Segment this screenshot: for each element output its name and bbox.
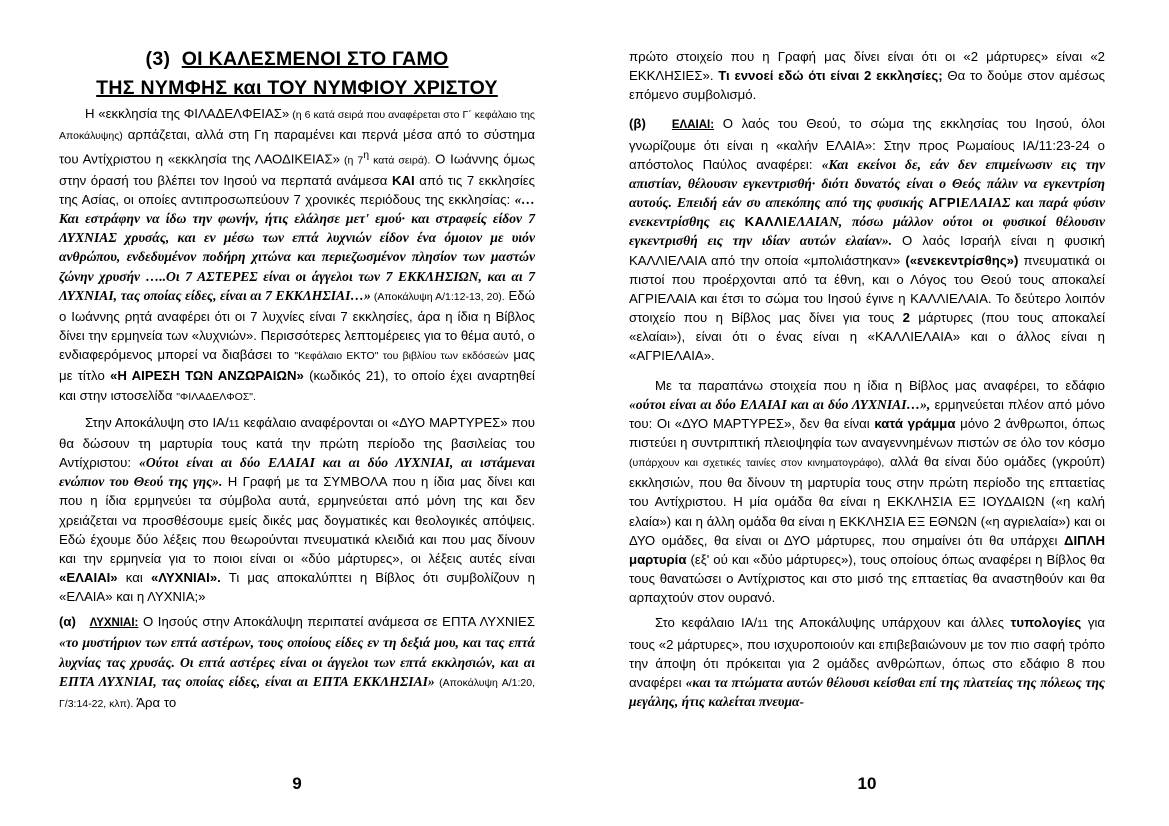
text: Τι μας αποκαλύπτει η Βίβλος ότι συμβολίζουν η «ΕΛΑΙΑ» και η ΛΥΧΝΙΑ;»: [59, 569, 535, 605]
text: της Αποκάλυψης υπάρχουν και άλλες: [768, 615, 1011, 631]
text: Εδώ ο Ιωάννης ρητά αναφέρει ότι οι 7 λυχνίες είναι 7 εκκλησίες, άρα η ίδια η Βίβλος δίνει την ερμηνεία των «λυχνιών». Περισσότερες λεπτομέρειες για το θέμα αυτό, ο ενδιαφερόμενος μπορεί να διαβάσει το: [59, 287, 535, 363]
page-number: 10: [857, 774, 877, 793]
scripture-quote: «ούτοι είναι αι δύο ΕΛΑΙΑΙ και αι δύο ΛΥΧΝΙΑΙ…»,: [629, 396, 931, 412]
text: για τους «2 μάρτυρες», που ισχυροποιούν και επιβεβαιώνουν με τον πιο σαφή τρόπο την άποψη ότι πρόκειται για 2 ομάδες ανθρώπων, όπως στο εδάφιο 8 που αναφέρει: [629, 615, 1106, 690]
scripture-quote: ΕΛΑΙΑΣ και παρά φύσιν ενεκεντρίσθης εις: [629, 195, 1105, 230]
chapter-subtitle-text: ΤΗΣ ΝΥΜΦΗΣ και ΤΟΥ ΝΥΜΦΙΟΥ ΧΡΙΣΤΟΥ: [96, 77, 498, 99]
text: μας με τίτλο: [59, 347, 535, 384]
text: κεφάλαιο αναφέρονται οι «ΔΥΟ ΜΑΡΤΥΡΕΣ» που θα δώσουν τη μαρτυρία τους κατά την πρώτη περίοδο της βασιλείας του Αντίχριστου:: [59, 414, 535, 471]
text: Στην Αποκάλυψη στο ΙΑ/: [85, 414, 229, 430]
keyword: «ΕΛΑΙΑΙ»: [59, 569, 118, 585]
paragraph-interpretation: [629, 376, 1105, 608]
chapter-num: 11: [228, 417, 240, 430]
left-body: [59, 104, 535, 720]
text: (κωδικός 21), το οποίο έχει αναρτηθεί και στην ιστοσελίδα: [59, 368, 535, 403]
scripture-reference: (Αποκάλυψη Α/1:20, Γ/3:14-22, κλπ).: [59, 676, 535, 710]
text: Με τα παραπάνω στοιχεία που η ίδια η Βίβλος μας αναφέρει, το εδάφιο: [655, 377, 1105, 393]
emphasis: τυπολογίες: [1010, 615, 1082, 631]
chapter-title-line-2: [59, 75, 535, 101]
note: (η 6 κατά σειρά που αναφέρεται στο Γ΄ κεφάλαιο της Αποκάλυψης): [59, 109, 535, 143]
paragraph-two-witnesses: [59, 413, 535, 607]
superscript: η: [363, 149, 370, 162]
keyword: «ΛΥΧΝΙΑΙ».: [150, 569, 221, 585]
text: αρπάζεται, αλλά στη Γη παραμένει και περνά μέσα από το σύστημα του Αντίχριστου η «εκκλησία της ΛΑΟΔΙΚΕΙΑΣ»: [59, 127, 535, 167]
text: Στο κεφάλαιο ΙΑ/: [655, 615, 758, 631]
paragraph-olive-trees: [629, 114, 1105, 365]
chapter-title-text: ΟΙ ΚΑΛΕΣΜΕΝΟΙ ΣΤΟ ΓΑΜΟ: [181, 48, 449, 70]
paragraph-philadelphia: [59, 104, 535, 407]
text: Άρα το: [133, 694, 177, 710]
list-marker: (α): [59, 614, 76, 630]
section-keyword: ΕΛΑΙΑΙ:: [671, 119, 715, 132]
scripture-quote: «…Και εστράφην να ίδω την φωνήν, ήτις ελάλησε μετ' εμού· και στραφείς είδον 7 ΛΥΧΝΙΑΣ χρυσάς, και εν μέσω των επτά λυχνιών είδον ένα όμοιον με υιόν ανθρώπου, ενδεδυμένον ποδήρη χιτώνα και περιεζωσμένον πλησίον των μαστών ζώνην χρυσήν …..Οι 7 ΑΣΤΕΡΕΣ είναι οι άγγελοι των 7 ΕΚΚΛΗΣΙΩΝ, και αι 7 ΛΥΧΝΙΑΙ, τας οποίας είδες, είναι αι 7 ΕΚΚΛΗΣΙΑΙ…»: [59, 192, 535, 303]
emphasis: («ενεκεντρίσθης»): [905, 252, 1019, 268]
text: μάρτυρες (που τους αποκαλεί «ελαίαι»), είναι ότι ο ένας είναι η «ΚΑΛΛΙΕΛΑΙΑ» και ο άλλος είναι η «ΑΓΡΙΕΛΑΙΑ».: [629, 310, 1106, 364]
emphasis: 2: [902, 310, 910, 326]
text: (εξ' ού και «δύο μάρτυρες»), τους οποίους όπως αναφέρει η Βίβλος θα τους θανατώσει ο Αντίχριστος και στο μισό της επταετίας θα αναστηθούν και θα αρπαχτούν στον ουρανό.: [629, 551, 1105, 606]
text: και: [117, 569, 151, 585]
highlighted-prefix: ΑΓΡΙ: [928, 195, 961, 211]
emphasis: ΔΙΠΛΗ μαρτυρία: [629, 532, 1105, 567]
page-number: 9: [292, 774, 302, 793]
text: Ο λαός του Θεού, το σώμα της εκκλησίας του Ιησού, όλοι γνωρίζουμε ότι είναι η «καλήν ΕΛΑΙΑ»: Στην προς Ρωμαίους ΙΑ/11:23-24 ο απόστολος Παύλος αναφέρει:: [629, 116, 1105, 172]
left-page: [59, 0, 535, 826]
book-title: «Η ΑΙΡΕΣΗ ΤΩΝ ΑΝΖΩΡΑΙΩΝ»: [110, 368, 304, 384]
note: "Κεφάλαιο ΕΚΤΟ" του βιβλίου των εκδόσεών: [294, 350, 509, 363]
text: μόνο 2 άνθρωποι, όπως πιστεύει η συντριπτική πλειοψηφία των αναγεννημένων πιστών σε όλο τον κόσμο: [629, 415, 1105, 450]
text: Θα το δούμε στον αμέσως επόμενο συμβολισμό.: [629, 68, 1105, 103]
scripture-quote: «Ούτοι είναι αι δύο ΕΛΑΙΑΙ και αι δύο ΛΥΧΝΙΑΙ, αι ιστάμεναι ενώπιον του Θεού της γης».: [59, 455, 535, 490]
chapter-num: 11: [757, 618, 769, 631]
text: Ο λαός Ισραήλ είναι η φυσική ΚΑΛΛΙΕΛΑΙΑ από την οποία «μπολιάστηκαν»: [629, 233, 1105, 268]
text: Η Γραφή με τα ΣΥΜΒΟΛΑ που η ίδια μας δίνει και που η ίδια ερμηνεύει τα σύμβολα αυτά, ερμηνεύεται από μόνη της και δεν χρειάζεται να προσθέσουμε εμείς δικές μας δογματικές και θεολογικές απόψεις. Εδώ έχουμε δύο λέξεις που θεωρούνται πνευματικά κλειδιά και που μας δίνουν και την ερμηνεία για το ποιοι είναι οι «δύο μάρτυρες», οι λέξεις αυτές είναι: [59, 474, 535, 566]
text: από τις 7 εκκλησίες της Ασίας, οι οποίες αντιπροσωπεύουν 7 χρονικές περιόδους της εκκλησίας:: [59, 172, 535, 208]
highlighted-prefix: ΚΑΛΛΙ: [744, 214, 788, 230]
list-marker: (β): [629, 116, 646, 132]
note: κατά σειρά).: [369, 154, 431, 167]
right-page: [629, 0, 1105, 826]
chapter-number: (3): [145, 48, 171, 70]
scripture-quote: «το μυστήριον των επτά αστέρων, τους οποίους είδες εν τη δεξιά μου, και τας επτά λυχνίας τας χρυσάς. Οι επτά αστέρες είναι οι άγγελοι των επτά εκκλησιών, και αι ΕΠΤΑ ΛΥΧΝΙΑΙ, τας οποίας είδες, είναι αι ΕΠΤΑ ΕΚΚΛΗΣΙΑΙ»: [59, 635, 535, 689]
paragraph-lampstands: [59, 612, 535, 714]
emphasis: ΚΑΙ: [391, 172, 415, 188]
paragraph-typologies: [629, 613, 1105, 711]
note: (υπάρχουν και σχετικές ταινίες στον κινηματογράφο),: [629, 457, 885, 470]
scripture-quote: «Και εκείνοι δε, εάν δεν επιμείνωσιν εις την απιστίαν, θέλουσιν εγκεντρισθή· διότι δυνατός είναι ο Θεός πάλιν να εγκεντρίση αυτούς. Επειδή εάν συ απεκόπης από της φυσικής: [629, 156, 1105, 211]
scripture-quote: «και τα πτώματα αυτών θέλουσι κείσθαι επί της πλατείας της πόλεως της μεγάλης, ήτις καλείται πνευμα-: [629, 674, 1105, 709]
text: Η «εκκλησία της ΦΙΛΑΔΕΛΦΕΙΑΣ»: [85, 106, 290, 121]
text: ερμηνεύεται πλέον από μόνο του: Οι «ΔΥΟ ΜΑΡΤΥΡΕΣ», δεν θα είναι: [629, 396, 1105, 431]
section-keyword: ΛΥΧΝΙΑΙ:: [89, 617, 139, 630]
scripture-reference: (Αποκάλυψη Α/1:12-13, 20).: [370, 290, 505, 303]
text: Ο Ιησούς στην Αποκάλυψη περιπατεί ανάμεσα σε ΕΠΤΑ ΛΥΧΝΙΕΣ: [138, 614, 535, 630]
scripture-quote: ΕΛΑΙΑΝ, πόσω μάλλον ούτοι οι φυσικοί θέλουσιν εγκεντρισθή εις την ιδίαν αυτών ελαίαν».: [629, 214, 1105, 249]
emphasis: Τι εννοεί εδώ ότι είναι 2 εκκλησίες;: [718, 68, 943, 84]
chapter-title-line-1: [59, 46, 535, 72]
paragraph-continuation: [629, 47, 1105, 104]
text: Ο Ιωάννης όμως στην όρασή του βλέπει τον Ιησού να περπατά ανάμεσα: [59, 151, 535, 188]
emphasis: κατά γράμμα: [874, 415, 956, 431]
text: πρώτο στοιχείο που η Γραφή μας δίνει είναι ότι οι «2 μάρτυρες» είναι «2 ΕΚΚΛΗΣΙΕΣ».: [629, 49, 1105, 84]
text: πνευματικά οι πιστοί που προέρχονται από τα έθνη, και ο Λόγος του Θεού τους αποκαλεί ΑΓΡΙΕΛΑΙΑ και έτσι το σώμα του Ιησού έγινε η ΚΑΛΛΙΕΛΑΙΑ. Το δεύτερο λοιπόν στοιχείο που η Βίβλος μας δίνει για τους: [629, 252, 1105, 326]
note: (η 7: [339, 154, 364, 167]
website-name: "ΦΙΛΑΔΕΛΦΟΣ".: [176, 390, 256, 403]
text: αλλά θα είναι δύο ομάδες (γκρούπ) εκκλησιών, που θα δίνουν τη μαρτυρία τους στην πρώτη περίοδο της επταετίας του Αντίχριστου. Η μία ομάδα θα είναι η ΕΚΚΛΗΣΙΑ ΕΞ ΙΟΥΔΑΙΩΝ («η καλή ελαία») και η άλλη ομάδα θα είναι η ΕΚΚΛΗΣΙΑ ΕΞ ΕΘΝΩΝ («η αγριελαία») και οι ΔΥΟ ομάδες, θα είναι οι ΔΥΟ μάρτυρες, που σημαίνει ότι θα υπάρχει: [629, 454, 1105, 548]
right-body: [629, 47, 1105, 717]
